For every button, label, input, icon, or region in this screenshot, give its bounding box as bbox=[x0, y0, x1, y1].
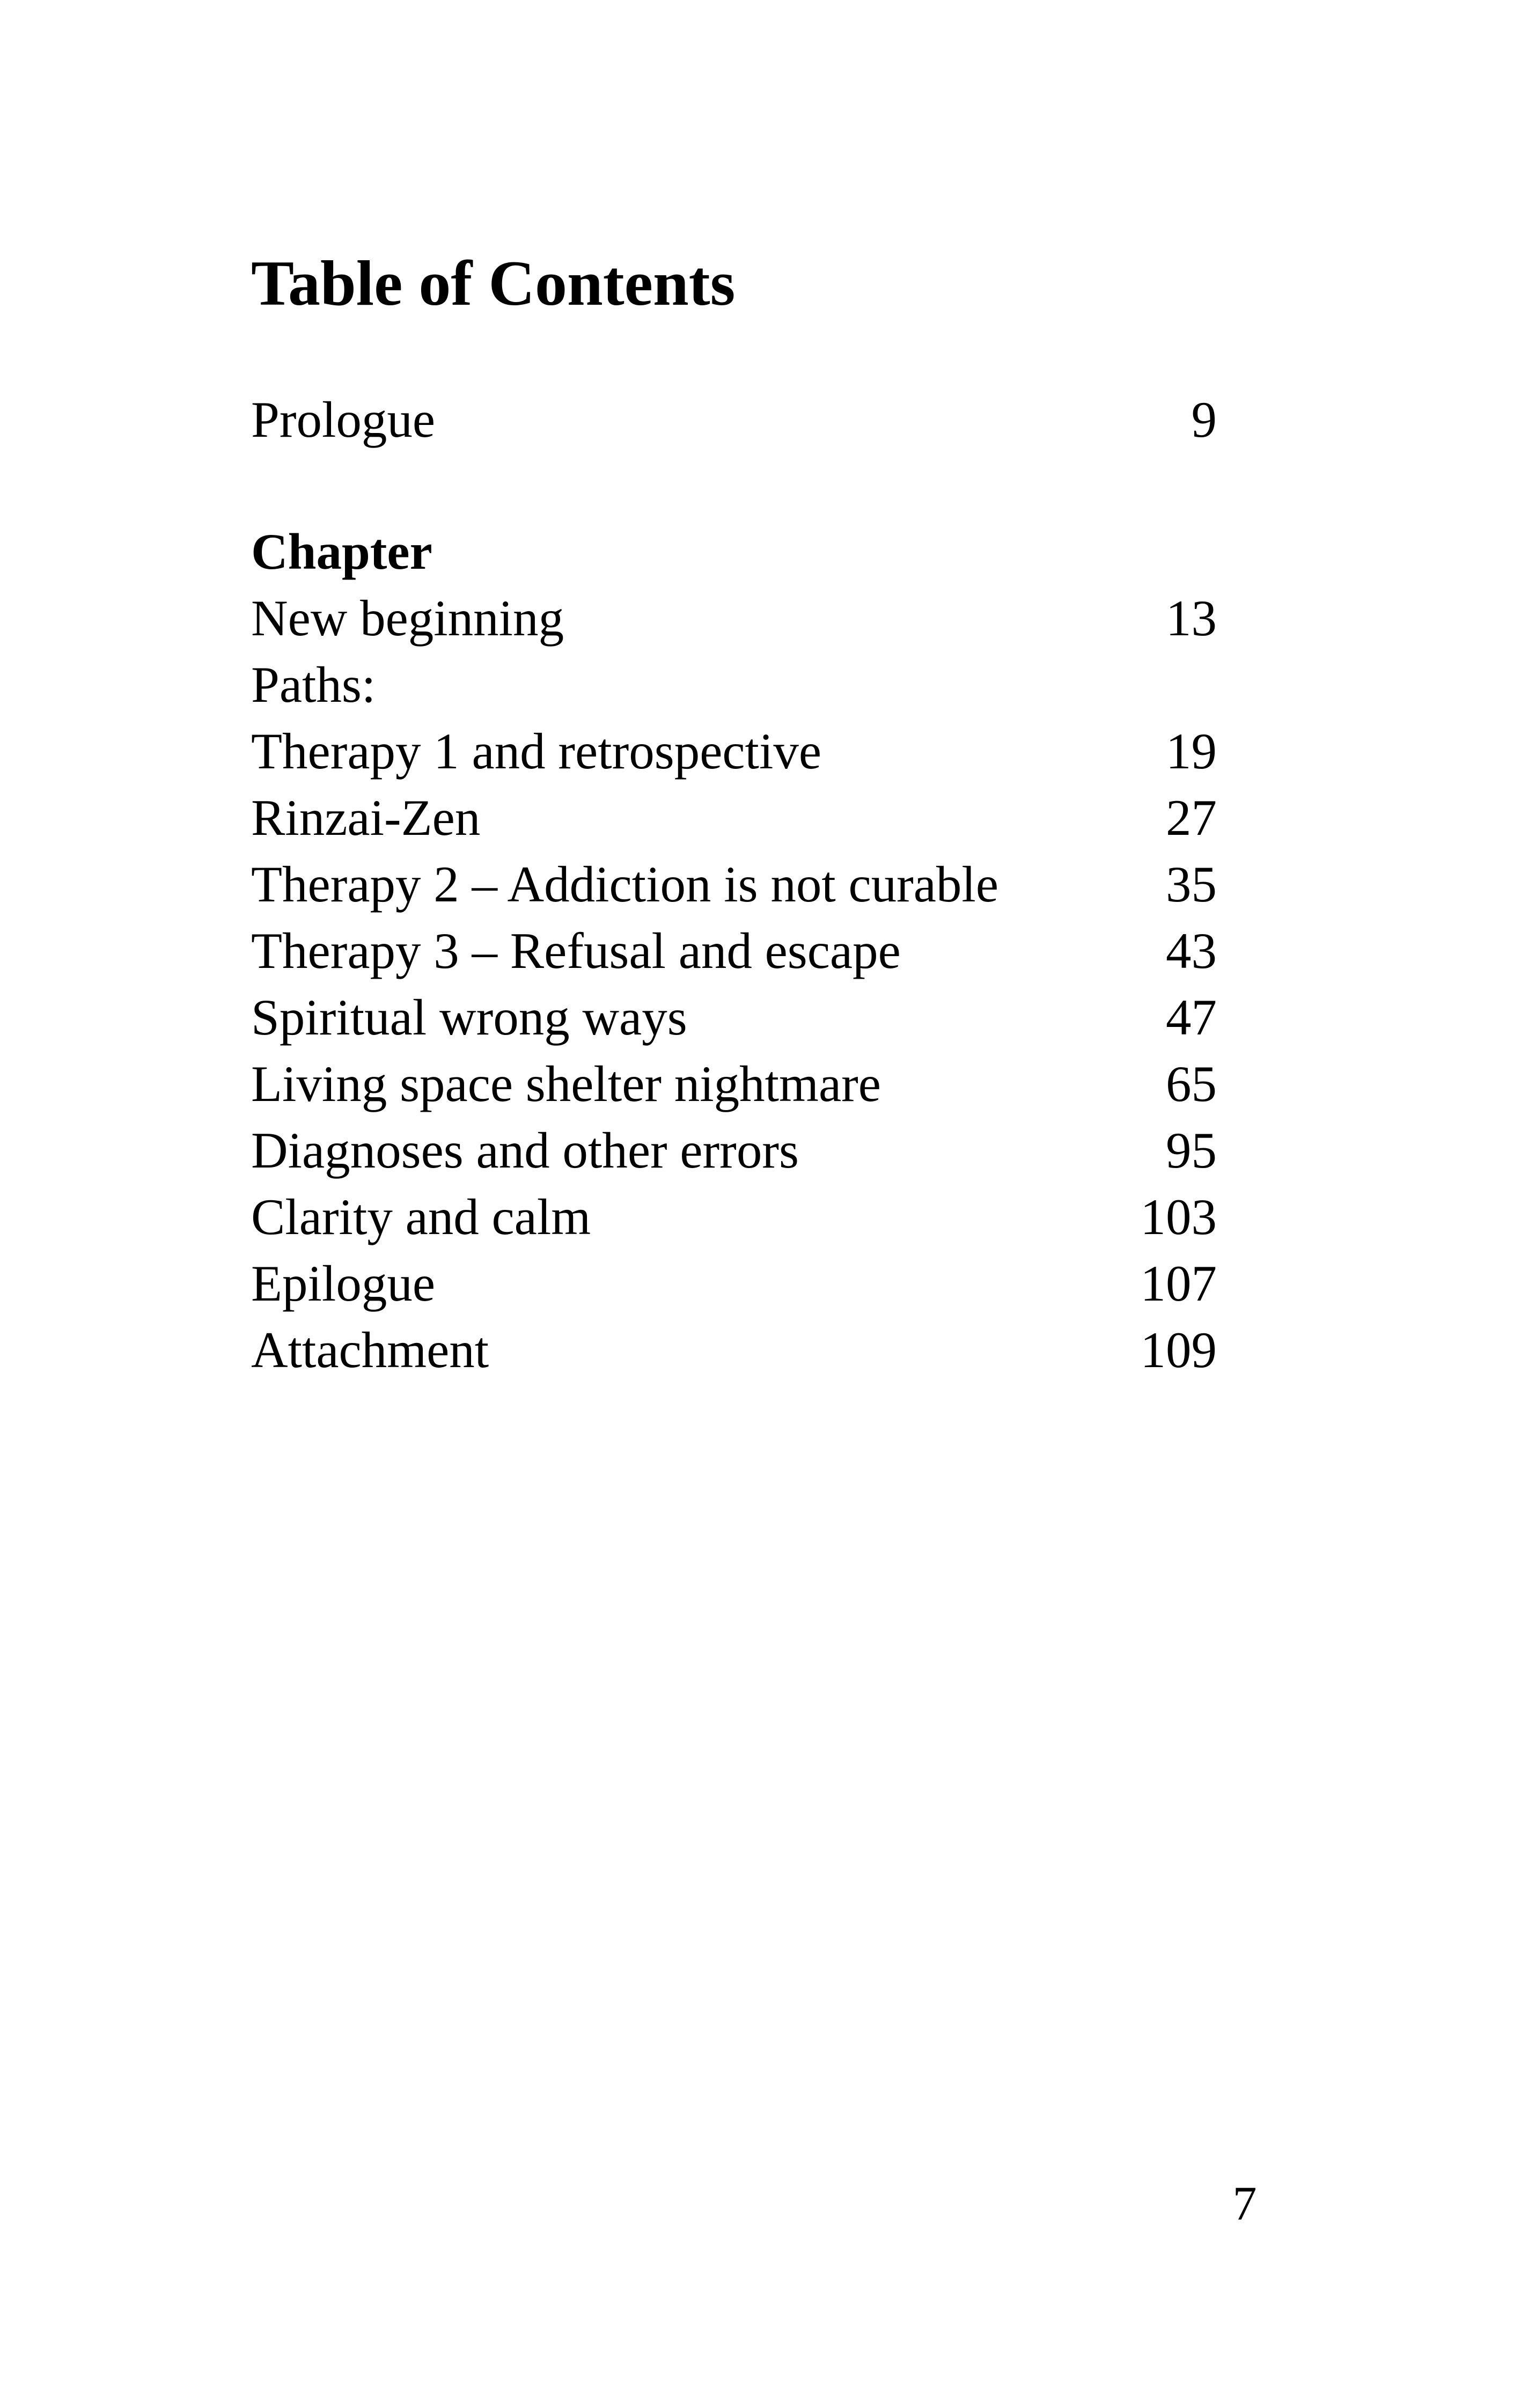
toc-entry bbox=[251, 718, 1217, 784]
toc-entry-label: New beginning bbox=[251, 590, 564, 647]
toc-entry bbox=[251, 1051, 1217, 1117]
page-number: 7 bbox=[1232, 2177, 1257, 2230]
toc-entry-page: 65 bbox=[1166, 1055, 1217, 1112]
toc-entry bbox=[251, 1117, 1217, 1184]
toc-entry-label: Diagnoses and other errors bbox=[251, 1122, 799, 1179]
page-title: Table of Contents bbox=[251, 247, 736, 319]
toc-entry-page: 107 bbox=[1140, 1255, 1217, 1312]
toc-entry-prologue bbox=[251, 386, 1217, 453]
toc-entry-page: 19 bbox=[1166, 723, 1217, 780]
chapter-heading: Chapter bbox=[251, 523, 432, 580]
toc-entry-label: Therapy 1 and retrospective bbox=[251, 723, 821, 780]
toc-entry bbox=[251, 984, 1217, 1051]
toc-entry-label: Therapy 3 – Refusal and escape bbox=[251, 922, 901, 979]
toc-entry-label: Epilogue bbox=[251, 1255, 435, 1312]
prologue-block bbox=[251, 386, 1217, 453]
toc-entry-page: 109 bbox=[1140, 1322, 1217, 1378]
toc-entry-page: 43 bbox=[1166, 922, 1217, 979]
toc-entry-label: Attachment bbox=[251, 1322, 489, 1378]
toc-entry bbox=[251, 917, 1217, 984]
toc-entry bbox=[251, 651, 1217, 718]
toc-entry-label: Paths: bbox=[251, 656, 376, 713]
chapter-block bbox=[251, 518, 1217, 1383]
toc-entry bbox=[251, 851, 1217, 917]
toc-entry-label: Spiritual wrong ways bbox=[251, 989, 687, 1046]
toc-entry-page: 35 bbox=[1166, 856, 1217, 913]
toc-entry bbox=[251, 1317, 1217, 1383]
toc-entry-label: Therapy 2 – Addiction is not curable bbox=[251, 856, 998, 913]
toc-entry bbox=[251, 585, 1217, 651]
toc-entry-label: Rinzai-Zen bbox=[251, 789, 481, 846]
toc-entry bbox=[251, 784, 1217, 851]
toc-entry bbox=[251, 1250, 1217, 1317]
toc-entry bbox=[251, 1184, 1217, 1250]
toc-entry-label: Prologue bbox=[251, 391, 436, 448]
toc-entry-label: Clarity and calm bbox=[251, 1188, 591, 1245]
toc-entry-page: 9 bbox=[1191, 391, 1217, 448]
toc-entry-page: 47 bbox=[1166, 989, 1217, 1046]
toc-entry-page: 95 bbox=[1166, 1122, 1217, 1179]
toc-entry-page: 13 bbox=[1166, 590, 1217, 647]
toc-entry-page: 103 bbox=[1140, 1188, 1217, 1245]
toc-entry-label: Living space shelter nightmare bbox=[251, 1055, 881, 1112]
toc-entry-page: 27 bbox=[1166, 789, 1217, 846]
